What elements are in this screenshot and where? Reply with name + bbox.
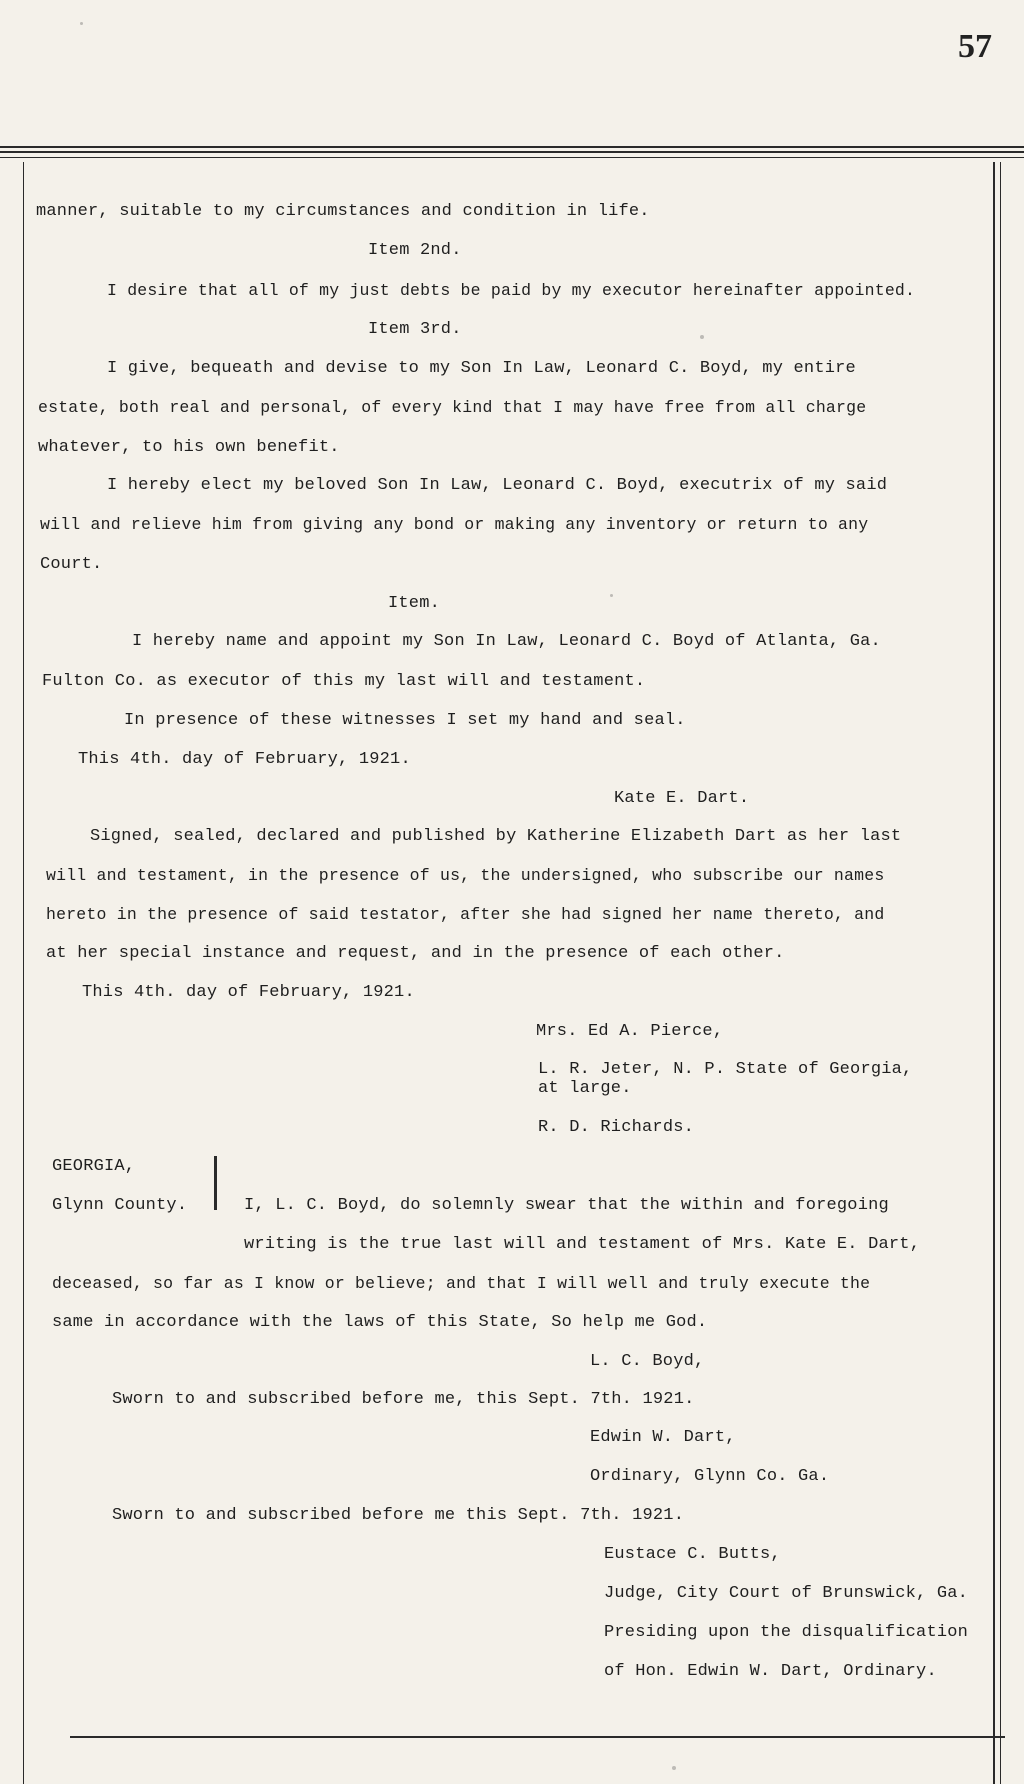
date-line: This 4th. day of February, 1921. — [82, 983, 415, 1002]
bracket-mark — [214, 1156, 217, 1210]
witness-richards: R. D. Richards. — [538, 1118, 695, 1137]
right-margin-rule — [993, 162, 995, 1784]
text-line: deceased, so far as I know or believe; and that I will well and truly execute the — [52, 1274, 871, 1293]
signature-kate-dart: Kate E. Dart. — [614, 789, 750, 808]
text-line: estate, both real and personal, of every kind that I may have free from all charge — [38, 398, 867, 417]
signature-butts: Eustace C. Butts, — [604, 1545, 781, 1564]
text-line: I hereby elect my beloved Son In Law, Leonard C. Boyd, executrix of my said — [107, 476, 888, 495]
signature-edwin-dart: Edwin W. Dart, — [590, 1428, 736, 1447]
item-heading: Item 3rd. — [368, 320, 462, 339]
signature-title: Presiding upon the disqualification — [604, 1623, 969, 1642]
left-margin-rule — [23, 162, 24, 1784]
signature-title: Ordinary, Glynn Co. Ga. — [590, 1467, 830, 1486]
speck — [700, 335, 704, 339]
text-line: In presence of these witnesses I set my hand and seal. — [124, 711, 686, 730]
witness-jeter-cont: at large. — [538, 1079, 632, 1098]
text-line: manner, suitable to my circumstances and condition in life. — [36, 202, 650, 221]
text-line: I hereby name and appoint my Son In Law, Leonard C. Boyd of Atlanta, Ga. — [132, 632, 881, 651]
text-line: will and relieve him from giving any bond or making any inventory or return to any — [40, 515, 869, 534]
text-line: Sworn to and subscribed before me, this Sept. 7th. 1921. — [112, 1390, 695, 1409]
right-margin-rule-outer — [1000, 162, 1001, 1784]
speck — [610, 594, 613, 597]
text-line: I, L. C. Boyd, do solemnly swear that the within and foregoing — [244, 1196, 889, 1215]
state-label: GEORGIA, — [52, 1157, 136, 1176]
signature-boyd: L. C. Boyd, — [590, 1352, 705, 1371]
header-rule-middle — [0, 151, 1024, 153]
text-line: hereto in the presence of said testator, after she had signed her name thereto, and — [46, 905, 885, 924]
item-heading: Item 2nd. — [368, 241, 462, 260]
text-line: I give, bequeath and devise to my Son In Law, Leonard C. Boyd, my entire — [107, 359, 856, 378]
page-number: 57 — [958, 28, 992, 65]
date-line: This 4th. day of February, 1921. — [78, 750, 411, 769]
text-line: whatever, to his own benefit. — [38, 438, 340, 457]
text-line: I desire that all of my just debts be paid by my executor hereinafter appointed. — [107, 281, 916, 300]
county-label: Glynn County. — [52, 1196, 188, 1215]
footer-rule — [70, 1736, 1005, 1738]
text-line: Court. — [40, 555, 103, 574]
signature-title: of Hon. Edwin W. Dart, Ordinary. — [604, 1662, 937, 1681]
speck — [80, 22, 83, 25]
text-line: Sworn to and subscribed before me this Sept. 7th. 1921. — [112, 1506, 685, 1525]
text-line: Fulton Co. as executor of this my last will and testament. — [42, 672, 646, 691]
header-rule-top — [0, 146, 1024, 148]
speck — [672, 1766, 676, 1770]
witness-pierce: Mrs. Ed A. Pierce, — [536, 1022, 724, 1041]
text-line: Signed, sealed, declared and published by Katherine Elizabeth Dart as her last — [90, 827, 902, 846]
text-line: at her special instance and request, and in the presence of each other. — [46, 944, 785, 963]
signature-title: Judge, City Court of Brunswick, Ga. — [604, 1584, 969, 1603]
text-line: will and testament, in the presence of us, the undersigned, who subscribe our names — [46, 866, 885, 885]
item-heading: Item. — [388, 594, 441, 613]
header-rule-bottom — [0, 157, 1024, 158]
text-line: writing is the true last will and testament of Mrs. Kate E. Dart, — [244, 1235, 921, 1254]
text-line: same in accordance with the laws of this State, So help me God. — [52, 1313, 708, 1332]
witness-jeter: L. R. Jeter, N. P. State of Georgia, — [538, 1060, 913, 1079]
